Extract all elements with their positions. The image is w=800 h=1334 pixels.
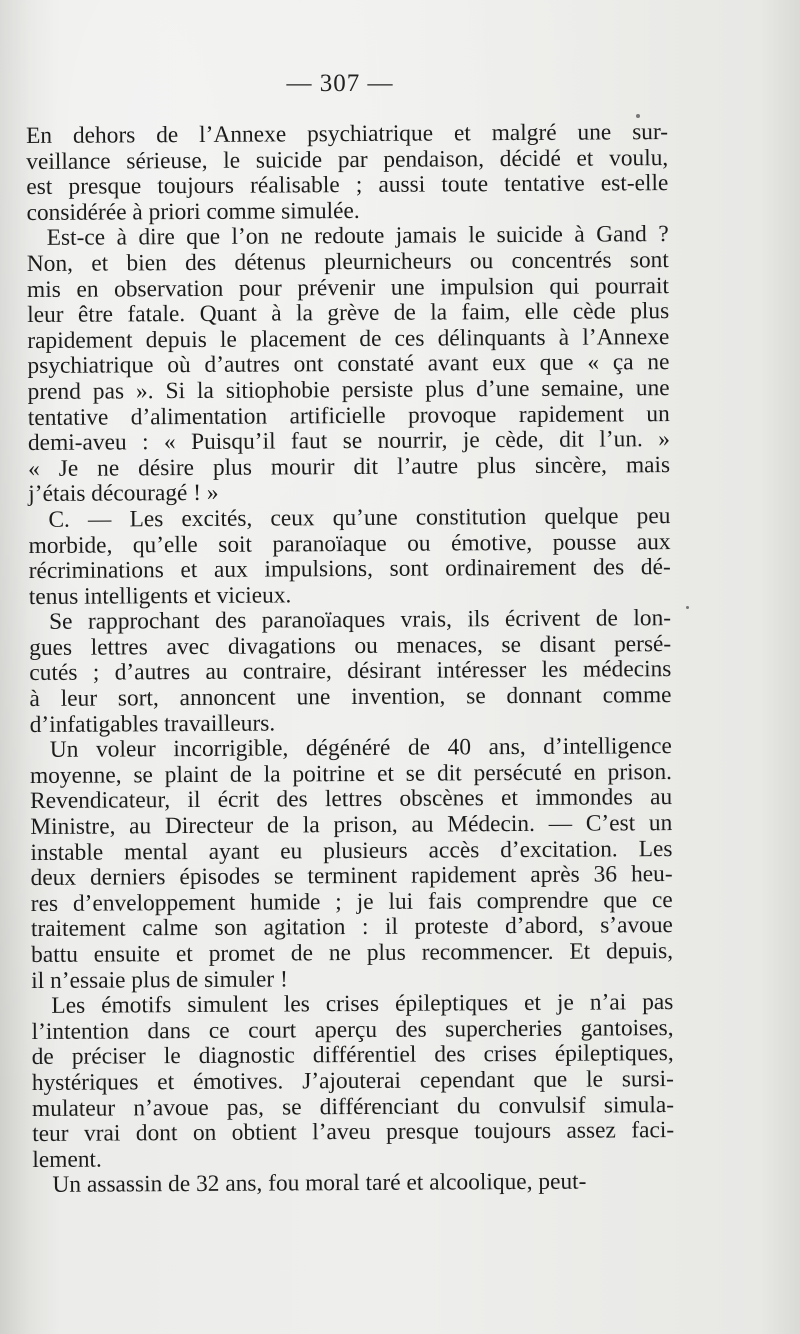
- text-line: cutés ; d’autres au contraire, désirant intéresser les médecins: [29, 656, 672, 687]
- text-line: j’étais découragé ! »: [28, 480, 219, 508]
- paragraph: [26, 120, 669, 226]
- text-line: leur être fatale. Quant à la grève de la faim, elle cède plus: [27, 298, 670, 329]
- text-line: à leur sort, annoncent une invention, se donnant comme: [29, 682, 672, 713]
- text-line: Un assassin de 32 ans, fou moral taré et alcoolique, peut-: [52, 1168, 587, 1199]
- text-line: morbide, qu’elle soit paranoïaque ou émotive, pousse aux: [28, 528, 671, 559]
- paragraph: [28, 504, 671, 610]
- text-line: d’infatigables travailleurs.: [29, 710, 276, 738]
- text-line: gues lettres avec divagations ou menaces, se disant persé-: [29, 630, 672, 661]
- text-line: « Je ne désire plus mourir dit l’autre plus sincère, mais: [28, 451, 671, 482]
- text-line: de préciser le diagnostic différentiel des crises épileptiques,: [31, 1040, 674, 1071]
- text-line: Revendicateur, il écrit des lettres obscènes et immondes au: [30, 784, 673, 815]
- text-line: hystériques et émotives. J’ajouterai cependant que le sursi-: [31, 1066, 674, 1096]
- text-line: traitement calme son agitation : il proteste d’abord, s’avoue: [30, 912, 673, 943]
- body-text: [26, 120, 675, 1199]
- ink-speck: [636, 114, 640, 118]
- text-line: rapidement depuis le placement de ces délinquants à l’Annexe: [27, 323, 670, 354]
- text-line: Est-ce à dire que l’on ne redoute jamais le suicide à Gand ?: [46, 221, 669, 252]
- text-line: instable mental ayant eu plusieurs accès d’excitation. Les: [30, 835, 673, 866]
- text-line: Les émotifs simulent les crises épileptiques et je n’ai pas: [51, 989, 674, 1020]
- text-line: psychiatrique où d’autres ont constaté avant eux que « ça ne: [27, 349, 670, 380]
- text-line: Non, et bien des détenus pleurnicheurs ou concentrés sont: [26, 247, 669, 277]
- text-line: Ministre, au Directeur de la prison, au Médecin. — C’est un: [30, 810, 673, 841]
- text-line: il n’essaie plus de simuler !: [31, 966, 288, 994]
- text-line: deux derniers épisodes se terminent rapidement après 36 heu-: [30, 861, 673, 892]
- text-line: récriminations et aux impulsions, sont ordinairement des dé-: [28, 554, 671, 585]
- paragraph: [32, 1169, 674, 1199]
- text-line: est presque toujours réalisable ; aussi toute tentative est-elle: [26, 170, 669, 201]
- text-line: mulateur n’avoue pas, se différenciant du convulsif simula-: [31, 1091, 675, 1122]
- text-line: l’intention dans ce court aperçu des supercheries gantoises,: [31, 1014, 674, 1045]
- ink-speck: [686, 606, 689, 609]
- paragraph: [29, 606, 672, 738]
- text-line: battu ensuite et promet de ne plus recommencer. Et depuis,: [30, 938, 674, 968]
- paragraph: [30, 734, 674, 994]
- text-line: res d’enveloppement humide ; je lui fais comprendre que ce: [30, 886, 673, 917]
- text-line: prend pas ». Si la sitiophobie persiste plus d’une semaine, une: [27, 375, 670, 405]
- page-number: — 307 —: [286, 70, 394, 97]
- paragraph: [27, 222, 671, 507]
- text-line: tenus intelligents et vicieux.: [28, 582, 292, 610]
- text-line: Se rapprochant des paranoïaques vrais, ils écrivent de lon-: [48, 605, 672, 636]
- text-line: demi-aveu : « Puisqu’il faut se nourrir, je cède, dit l’un. »: [27, 426, 671, 457]
- text-line: considérée à priori comme simulée.: [26, 197, 360, 226]
- text-line: Un voleur incorrigible, dégénéré de 40 ans, d’intelligence: [49, 733, 672, 764]
- text-line: tentative d’alimentation artificielle provoque rapidement un: [27, 400, 670, 431]
- paragraph: [31, 990, 674, 1173]
- text-line: veillance sérieuse, le suicide par pendaison, décidé et voulu,: [26, 144, 669, 175]
- text-line: lement.: [32, 1146, 102, 1173]
- text-line: En dehors de l’Annexe psychiatrique et malgré une sur-: [25, 119, 669, 149]
- text-line: moyenne, se plaint de la poitrine et se dit persécuté en prison.: [29, 758, 673, 789]
- text-line: C. — Les excités, ceux qu’une constitution quelque peu: [48, 502, 671, 533]
- text-line: teur vrai dont on obtient l’aveu presque toujours assez faci-: [32, 1117, 675, 1148]
- text-line: mis en observation pour prévenir une impulsion qui pourrait: [26, 272, 670, 303]
